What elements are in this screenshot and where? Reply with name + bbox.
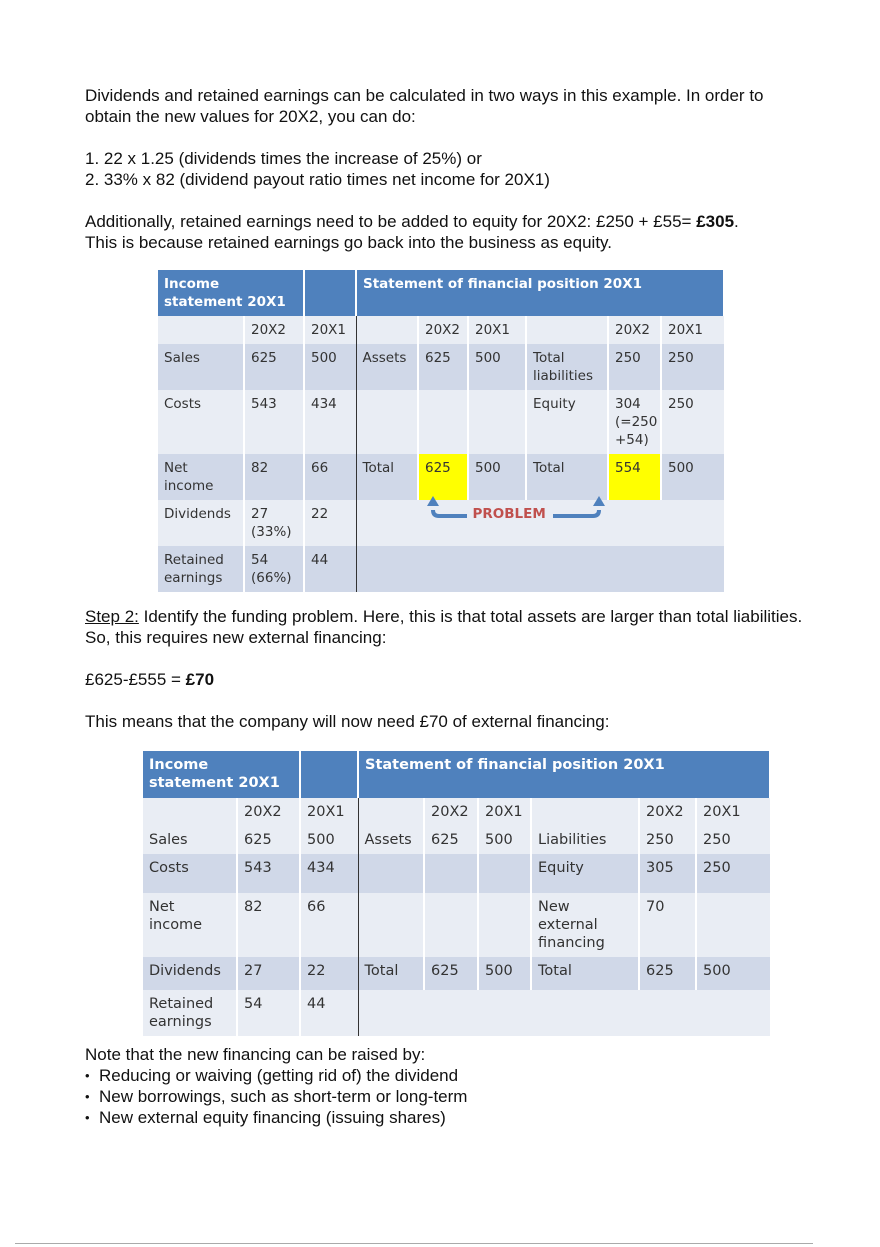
- problem-label: PROBLEM: [472, 506, 546, 522]
- step-2-paragraph: Step 2: Identify the funding problem. Here, this is that total assets are larger than total liabilities. So, this requires new external financing:: [85, 607, 803, 647]
- col-20x1: 20X1: [468, 316, 526, 344]
- method-1: 1. 22 x 1.25 (dividends times the increase of 25%) or: [85, 149, 482, 168]
- retained-earnings-note: This is because retained earnings go back into the business as equity.: [85, 233, 612, 252]
- financing-calculation: £625-£555 = £70: [85, 670, 215, 689]
- table-row: Retained earnings 54 44: [143, 990, 770, 1036]
- col-20x2: 20X2: [418, 316, 468, 344]
- financing-result: This means that the company will now need £70 of external financing:: [85, 712, 610, 731]
- total-assets-highlight: 625: [418, 454, 468, 500]
- footer-divider: [15, 1243, 813, 1244]
- table-row: Dividends 27 22 Total 625 500 Total 625 500: [143, 957, 770, 990]
- total-liabilities-highlight: 554: [608, 454, 661, 500]
- list-item: • New external equity financing (issuing shares): [85, 1107, 467, 1128]
- col-20x2: 20X2: [237, 798, 300, 826]
- financial-table-problem: [158, 270, 725, 592]
- note-intro: Note that the new financing can be raised by:: [85, 1045, 426, 1064]
- list-item: • Reducing or waiving (getting rid of) the dividend: [85, 1065, 467, 1086]
- col-20x1: 20X1: [300, 798, 358, 826]
- table-row: Net income 82 66 Total 625 500 Total 554 500: [158, 454, 724, 500]
- col-20x2: 20X2: [424, 798, 478, 826]
- table-row: Dividends 27 (33%) 22 PROBLEM: [158, 500, 724, 546]
- table-row: Net income 82 66 New external financing 70: [143, 893, 770, 957]
- financial-table-solution: [143, 751, 771, 1036]
- table-row: Sales 625 500 Assets 625 500 Total liabilities 250 250: [158, 344, 724, 390]
- col-20x2: 20X2: [244, 316, 304, 344]
- income-statement-header: Income statement 20X1: [143, 751, 300, 798]
- col-20x2: 20X2: [608, 316, 661, 344]
- col-20x2: 20X2: [639, 798, 696, 826]
- col-20x1: 20X1: [478, 798, 531, 826]
- list-item: • New borrowings, such as short-term or long-term: [85, 1086, 467, 1107]
- financial-position-header: Statement of financial position 20X1: [356, 270, 724, 316]
- method-2: 2. 33% x 82 (dividend payout ratio times net income for 20X1): [85, 170, 550, 189]
- table-row: Costs 543 434 Equity 304 (=250 +54) 250: [158, 390, 724, 454]
- col-20x1: 20X1: [304, 316, 356, 344]
- problem-arrows-icon: [417, 494, 677, 524]
- col-20x1: 20X1: [696, 798, 770, 826]
- col-20x1: 20X1: [661, 316, 724, 344]
- table-row: Costs 543 434 Equity 305 250: [143, 854, 770, 893]
- table-row: Retained earnings 54 (66%) 44: [158, 546, 724, 592]
- financing-options-list: [85, 1065, 467, 1128]
- table-row: Sales 625 500 Assets 625 500 Liabilities 250 250: [143, 826, 770, 854]
- income-statement-header: Income statement 20X1: [158, 270, 304, 316]
- financial-position-header: Statement of financial position 20X1: [358, 751, 770, 798]
- equity-note: Additionally, retained earnings need to be added to equity for 20X2: £250 + £55= £305.: [85, 212, 739, 231]
- intro-paragraph: Dividends and retained earnings can be calculated in two ways in this example. In order to obtain the new values for 20X2, you can do:: [85, 86, 764, 126]
